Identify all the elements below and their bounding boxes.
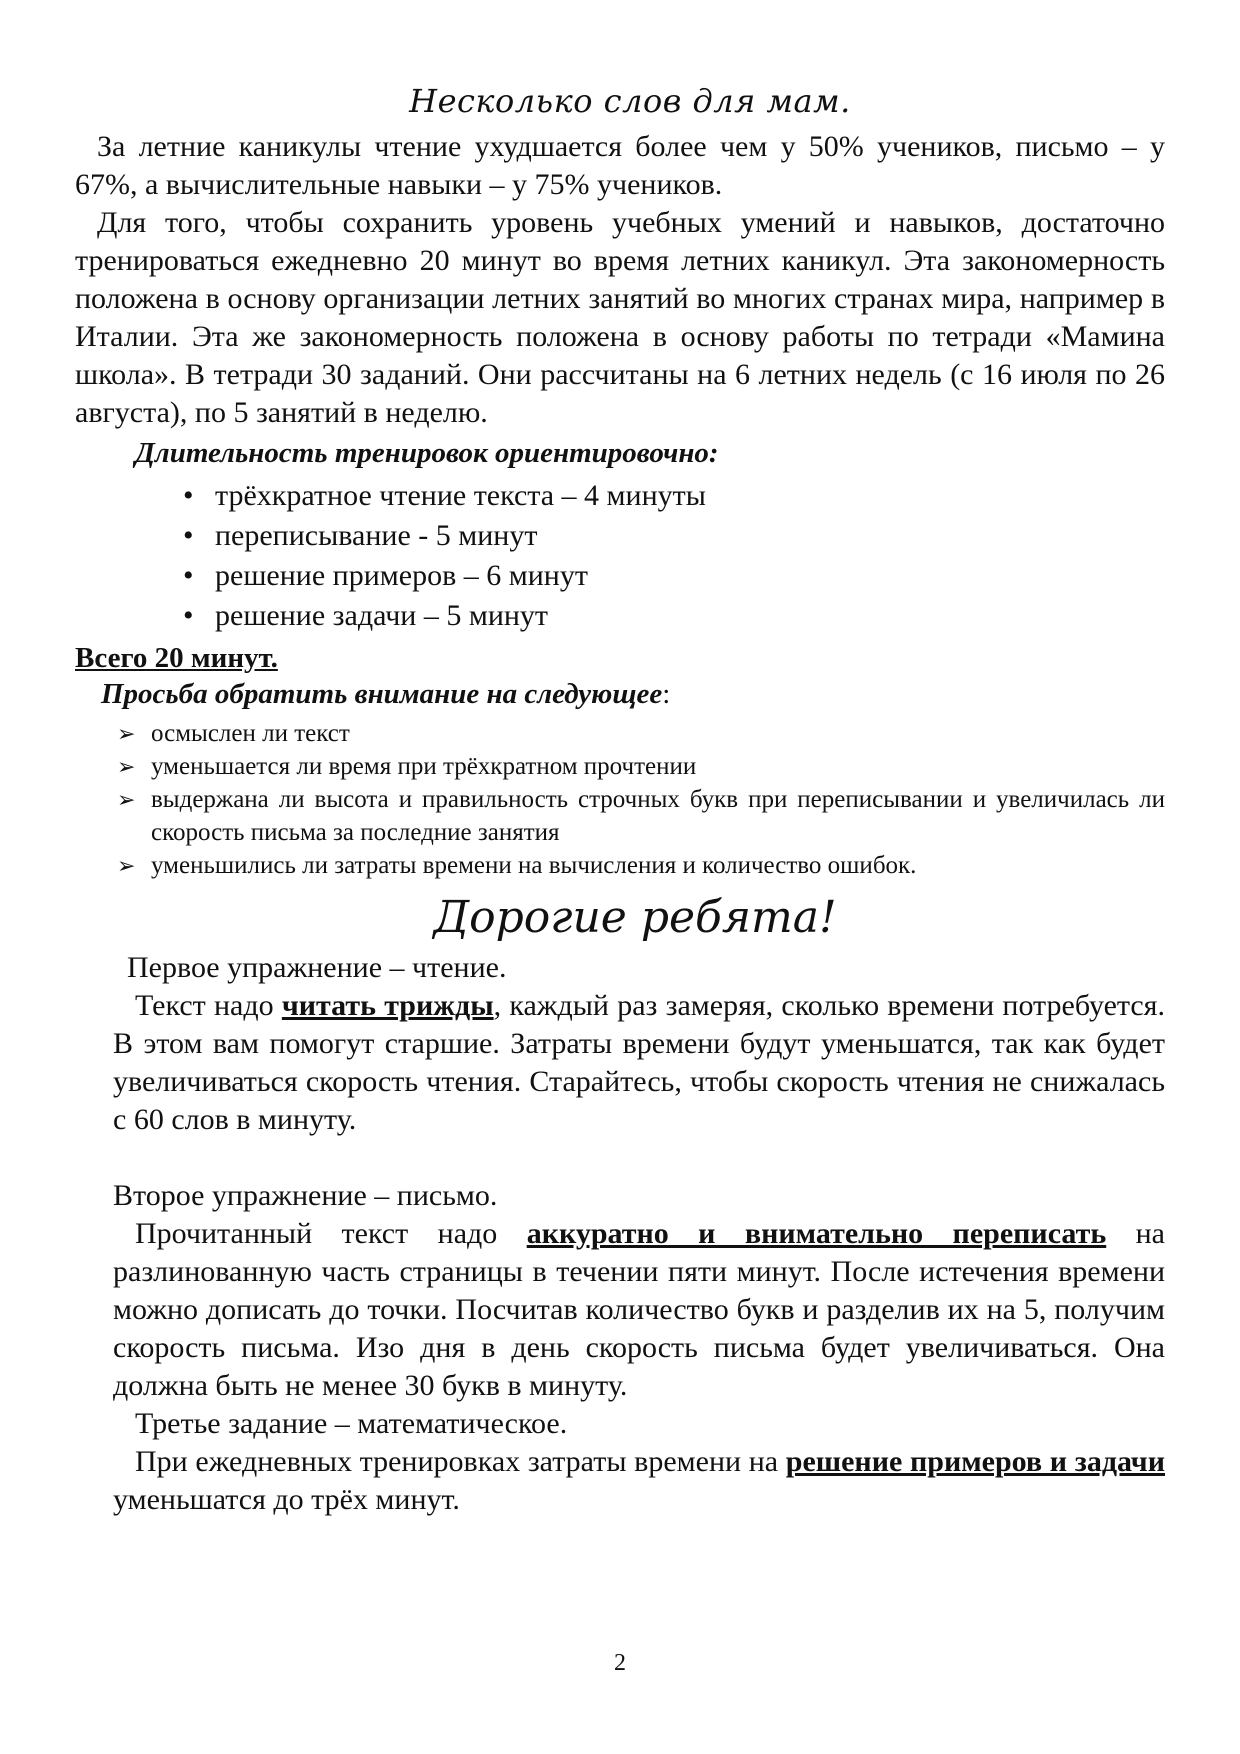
- exercise-2-title: Второе упражнение – письмо.: [113, 1179, 498, 1212]
- attention-heading: Просьба обратить внимание на следующее:: [101, 678, 671, 710]
- list-item: ➢ уменьшились ли затраты времени на вычисления и количество ошибок.: [117, 849, 1165, 882]
- document-page: [75, 82, 1165, 1519]
- attention-list: [75, 717, 1165, 882]
- arrow-bullet-icon: ➢: [117, 721, 136, 746]
- page-number: 2: [614, 1650, 626, 1676]
- list-item: • решение примеров – 6 минут: [183, 556, 1165, 596]
- list-item: ➢ уменьшается ли время при трёхкратном прочтении: [117, 750, 1165, 783]
- exercise-3-title: Третье задание – математическое.: [135, 1407, 568, 1440]
- list-item: • трёхкратное чтение текста – 4 минуты: [183, 476, 1165, 516]
- arrow-bullet-icon: ➢: [117, 853, 136, 878]
- exercise-3-text: При ежедневных тренировках затраты времени на решение примеров и задачи уменьшатся до трёх минут.: [113, 1445, 1165, 1516]
- bullet-icon: •: [183, 599, 194, 632]
- arrow-bullet-icon: ➢: [117, 754, 136, 779]
- list-item: ➢ выдержана ли высота и правильность строчных букв при переписывании и увеличилась ли скорость письма за последние занятия: [117, 783, 1165, 849]
- mothers-section-title: Несколько слов для мам.: [409, 82, 851, 120]
- mothers-paragraph-1: За летние каникулы чтение ухудшается более чем у 50% учеников, письмо – у 67%, а вычислительные навыки – у 75% учеников.: [75, 130, 1165, 201]
- list-item: ➢ осмыслен ли текст: [117, 717, 1165, 750]
- bullet-icon: •: [183, 519, 194, 552]
- total-time: Всего 20 минут.: [75, 642, 278, 674]
- list-item: • переписывание - 5 минут: [183, 516, 1165, 556]
- mothers-paragraph-2: Для того, чтобы сохранить уровень учебных умений и навыков, достаточно тренироваться ежедневно 20 минут во время летних каникул. Эта закономерность положена в основу организации летних занятий во многих странах мира, например в Италии. Эта же закономерность положена в основу работы по тетради «Мамина школа». В тетради 30 заданий. Они рассчитаны на 6 летних недель (с 16 июля по 26 августа), по 5 занятий в неделю.: [75, 206, 1165, 429]
- kids-section: [75, 949, 1165, 1519]
- exercise-1-text: Текст надо читать трижды, каждый раз замеряя, сколько времени потребуется. В этом вам помогут старшие. Затраты времени будут уменьшатся, так как будет увеличиваться скорость чтения. Старайтесь, чтобы скорость чтения не снижалась с 60 слов в минуту.: [113, 989, 1165, 1136]
- list-item: • решение задачи – 5 минут: [183, 596, 1165, 636]
- arrow-bullet-icon: ➢: [117, 787, 136, 812]
- exercise-2-text: Прочитанный текст надо аккуратно и внимательно переписать на разлинованную часть страницы в течении пяти минут. После истечения времени можно дописать до точки. Посчитав количество букв и разделив их на 5, получим скорость письма. Изо дня в день скорость письма будет увеличиваться. Она должна быть не менее 30 букв в минуту.: [113, 1217, 1165, 1402]
- bullet-icon: •: [183, 479, 194, 512]
- duration-heading: Длительность тренировок ориентировочно:: [135, 437, 719, 469]
- exercise-1-title: Первое упражнение – чтение.: [127, 951, 507, 984]
- kids-section-title: Дорогие ребята!: [433, 892, 837, 943]
- bullet-icon: •: [183, 559, 194, 592]
- duration-list: [75, 476, 1165, 636]
- spacer: [113, 1139, 1165, 1177]
